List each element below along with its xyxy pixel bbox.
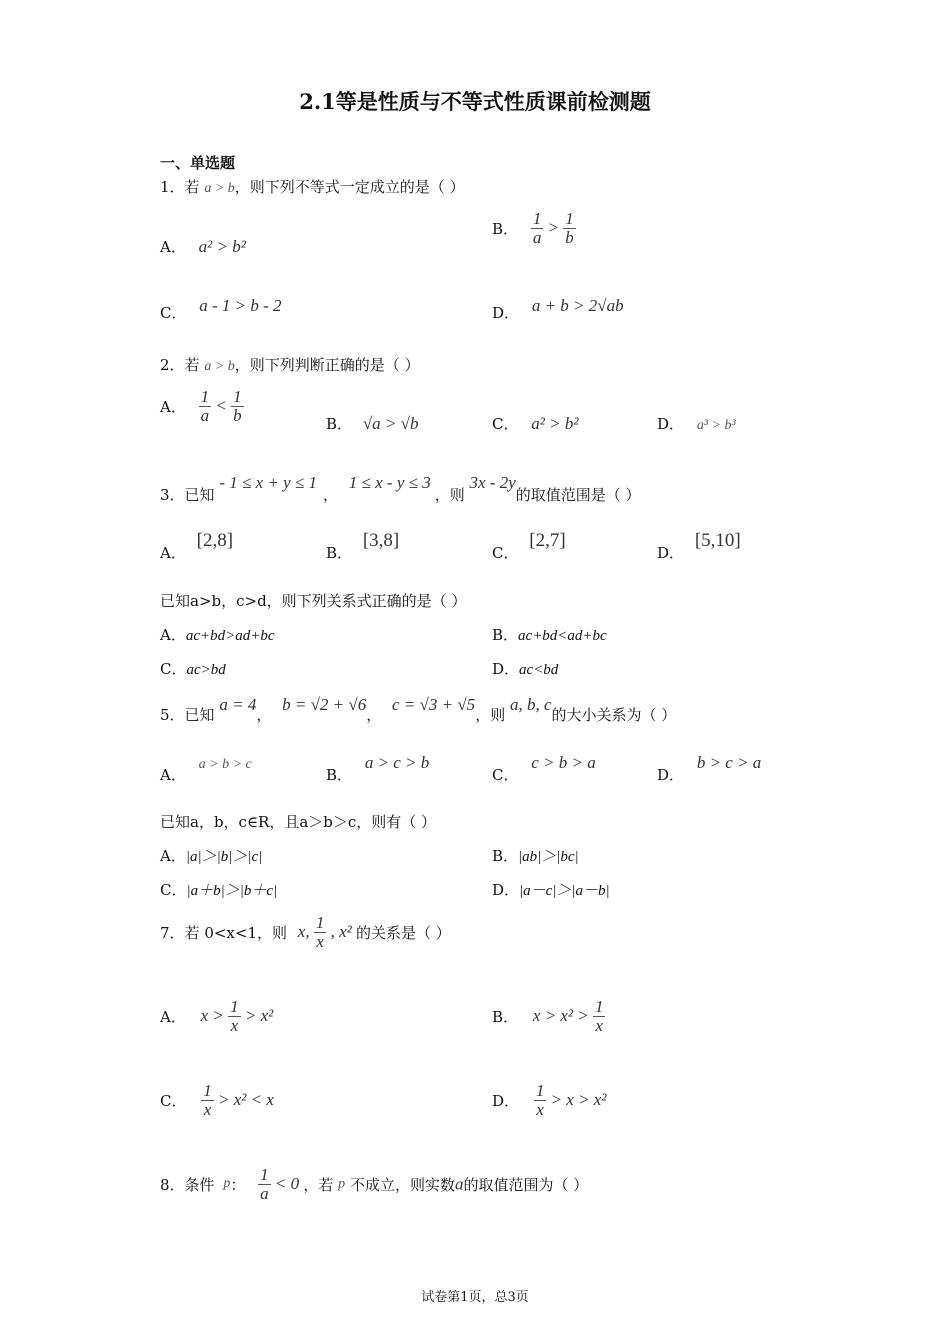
q3-constraint-1: - 1 ≤ x + y ≤ 1: [219, 473, 317, 492]
q2-a-den1: a: [200, 405, 210, 425]
q5-option-a[interactable]: [160, 752, 252, 784]
q6-b-expr: |ab|＞|bc|: [518, 849, 579, 865]
q2-b-expr: √a > √b: [362, 414, 419, 433]
q7-c-den: x: [203, 1099, 212, 1119]
page-footer: 试卷第1页，总3页: [421, 1290, 529, 1305]
q2-a-label: A．: [160, 397, 186, 416]
q6-c-label: C．: [160, 881, 187, 899]
q7-b-label: B．: [492, 1007, 519, 1026]
q3-b-expr: [3,8]: [362, 530, 400, 551]
q4-option-d[interactable]: [492, 658, 558, 679]
q2-a-num2: 1: [233, 387, 242, 406]
q3-a-expr: [2,8]: [196, 530, 234, 551]
q8-frac-num: 1: [260, 1165, 269, 1184]
q5-number: 5．: [160, 706, 185, 724]
q8-a: a: [454, 1174, 464, 1194]
q8-post2: 的取值范围为（ ）: [463, 1175, 589, 1194]
q5-sep3: ，则: [475, 706, 506, 724]
q5-a-label: A．: [160, 766, 186, 784]
q7-c-label: C．: [160, 1091, 187, 1110]
q2-option-b[interactable]: [326, 413, 418, 434]
q1-b-num2: 1: [565, 209, 574, 228]
q4-b-label: B．: [492, 626, 519, 644]
q4-b-expr: ac+bd<ad+bc: [518, 628, 607, 644]
q7-c-num: 1: [203, 1081, 212, 1100]
q5-d-label: D．: [657, 766, 685, 784]
question-3: [160, 472, 641, 504]
q1-d-label: D．: [492, 304, 520, 322]
q2-number: 2．: [160, 356, 185, 374]
q3-d-label: D．: [657, 544, 685, 562]
q7-frac-num: 1: [315, 913, 325, 932]
q7-d-label: D．: [492, 1091, 520, 1110]
q1-condition: a > b: [204, 181, 235, 196]
q7-d-den: x: [536, 1099, 544, 1119]
q1-post: ，则下列不等式一定成立的是（ ）: [234, 178, 465, 196]
q3-a-label: A．: [160, 544, 186, 562]
q4-d-expr: ac<bd: [519, 662, 559, 678]
q2-a-op: <: [215, 396, 227, 416]
q3-option-b[interactable]: [326, 530, 400, 562]
q4-a-label: A．: [160, 626, 186, 644]
q2-option-d[interactable]: [657, 413, 736, 434]
q8-pre: 条件: [184, 1175, 215, 1194]
question-5: [160, 694, 677, 724]
q5-b-expr: a > c > b: [364, 753, 430, 772]
q6-a-expr: |a|＞|b|＞|c|: [185, 849, 263, 865]
q7-a-den: x: [230, 1015, 239, 1035]
q6-option-c[interactable]: [160, 879, 277, 900]
q1-a-expr: a² > b²: [198, 237, 246, 256]
q1-pre: 若: [184, 178, 200, 196]
q1-c-expr: a - 1 > b - 2: [199, 296, 282, 315]
q5-option-c[interactable]: [492, 752, 596, 784]
q2-pre: 若: [184, 356, 200, 374]
q1-b-label: B．: [492, 219, 519, 238]
q3-pre: 已知: [184, 486, 215, 504]
q3-d-expr: [5,10]: [694, 530, 741, 551]
q8-number: 8．: [160, 1175, 185, 1194]
q3-option-d[interactable]: [657, 530, 741, 562]
q3-constraint-2: 1 ≤ x - y ≤ 3: [348, 473, 431, 492]
q2-c-expr: a² > b²: [531, 414, 579, 433]
q5-sep1: ，: [256, 706, 272, 724]
q6-d-label: D．: [492, 881, 520, 899]
q3-sep2: ，则: [434, 486, 465, 504]
q3-b-label: B．: [326, 544, 353, 562]
q7-var-x2: , x²: [330, 922, 352, 942]
q7-frac-den: x: [316, 931, 324, 951]
q5-sep2: ，: [366, 706, 382, 724]
q2-c-label: C．: [492, 415, 519, 433]
q3-number: 3．: [160, 486, 185, 504]
q2-a-den2: b: [233, 405, 242, 425]
q8-mid: ，若: [303, 1175, 334, 1194]
q7-a-left: x >: [200, 1006, 224, 1026]
q2-post: ，则下列判断正确的是（ ）: [234, 356, 420, 374]
q1-option-d[interactable]: [492, 296, 624, 323]
q4-d-label: D．: [492, 660, 520, 678]
q4-c-expr: ac>bd: [186, 662, 226, 678]
q6-option-d[interactable]: [492, 879, 610, 900]
q1-option-b[interactable]: [492, 210, 576, 247]
q8-p2: p: [338, 1176, 346, 1192]
q6-d-expr: |a－c|＞|a－b|: [519, 883, 610, 899]
question-1: [160, 176, 465, 197]
q5-d-expr: b > c > a: [696, 753, 762, 772]
q5-a-def: a = 4: [219, 695, 257, 714]
q5-c-expr: c > b > a: [531, 753, 596, 772]
q7-a-label: A．: [160, 1007, 186, 1026]
q5-post: 的大小关系为（ ）: [551, 706, 677, 724]
q7-var-x: x,: [297, 922, 310, 942]
q4-option-a[interactable]: [160, 624, 275, 645]
question-2: [160, 354, 420, 375]
q3-expression: 3x - 2y: [469, 473, 516, 492]
q1-c-label: C．: [160, 304, 187, 322]
q2-d-label: D．: [657, 415, 685, 433]
q1-b-den2: b: [565, 227, 574, 247]
q7-d-right: > x > x²: [550, 1090, 607, 1110]
q7-b-left: x > x² >: [532, 1006, 589, 1026]
q3-option-c[interactable]: [492, 530, 566, 562]
q1-option-c[interactable]: [160, 296, 282, 323]
q8-p: p: [223, 1176, 231, 1192]
q3-option-a[interactable]: [160, 530, 234, 562]
q5-option-d[interactable]: [657, 752, 762, 784]
page-title: 2.1等是性质与不等式性质课前检测题: [299, 89, 651, 114]
q6-option-b[interactable]: [492, 845, 579, 866]
q8-frac-den: a: [260, 1183, 269, 1203]
q7-a-right: > x²: [244, 1006, 274, 1026]
q7-b-num: 1: [594, 997, 604, 1016]
q2-a-num1: 1: [200, 387, 210, 406]
q8-post1: 不成立，则实数: [349, 1175, 455, 1194]
q2-option-a[interactable]: [160, 388, 244, 425]
section-heading: 一、单选题: [160, 154, 236, 172]
q5-c-label: C．: [492, 766, 519, 784]
q4-option-b[interactable]: [492, 624, 607, 645]
q3-sep1: ，: [322, 486, 338, 504]
question-4: 已知a>b，c>d，则下列关系式正确的是（ ）: [160, 592, 467, 610]
q7-b-den: x: [595, 1015, 603, 1035]
q1-option-a[interactable]: [160, 236, 246, 257]
q4-option-c[interactable]: [160, 658, 226, 679]
q1-b-den1: a: [532, 227, 542, 247]
q8-ineq: < 0: [274, 1174, 300, 1194]
q3-c-label: C．: [492, 544, 519, 562]
q7-post: 的关系是（ ）: [355, 923, 451, 942]
q1-d-expr: a + b > 2√ab: [531, 296, 624, 315]
q5-option-b[interactable]: [326, 752, 430, 784]
q5-pre: 已知: [184, 706, 215, 724]
q5-a-expr: a > b > c: [198, 757, 252, 772]
q7-option-b[interactable]: [492, 998, 605, 1035]
q7-option-a[interactable]: [160, 998, 273, 1035]
q1-a-label: A．: [160, 238, 186, 256]
q7-number: 7．: [160, 923, 185, 942]
q6-b-label: B．: [492, 847, 519, 865]
q3-post: 的取值范围是（ ）: [515, 486, 641, 504]
q7-a-num: 1: [230, 997, 239, 1016]
question-6: 已知a，b，c∈R，且a＞b＞c，则有（ ）: [160, 813, 437, 831]
q4-c-label: C．: [160, 660, 187, 678]
q5-c-def: c = √3 + √5: [392, 695, 476, 714]
q6-option-a[interactable]: [160, 845, 262, 866]
q2-d-expr: a³ > b³: [696, 418, 736, 433]
q7-d-num: 1: [535, 1081, 545, 1100]
q7-pre: 若 0<x<1，则: [184, 923, 287, 942]
q5-b-def: b = √2 + √6: [282, 695, 367, 714]
question-8: [160, 1166, 588, 1203]
q2-b-label: B．: [326, 415, 353, 433]
q6-c-expr: |a＋b|＞|b＋c|: [186, 883, 278, 899]
q8-colon: ：: [230, 1175, 246, 1194]
q2-condition: a > b: [204, 359, 235, 374]
q5-b-label: B．: [326, 766, 353, 784]
q2-option-c[interactable]: [492, 413, 578, 434]
q6-a-label: A．: [160, 847, 186, 865]
q3-c-expr: [2,7]: [529, 530, 566, 551]
q1-b-num1: 1: [532, 209, 542, 228]
q7-c-right: > x² < x: [218, 1090, 274, 1110]
q7-option-d[interactable]: [492, 1082, 606, 1119]
question-7: [160, 914, 451, 951]
q4-a-expr: ac+bd>ad+bc: [185, 628, 275, 644]
q5-vars: a, b, c: [509, 695, 552, 714]
q1-b-op: >: [547, 218, 560, 238]
q1-number: 1．: [160, 178, 185, 196]
q7-option-c[interactable]: [160, 1082, 274, 1119]
